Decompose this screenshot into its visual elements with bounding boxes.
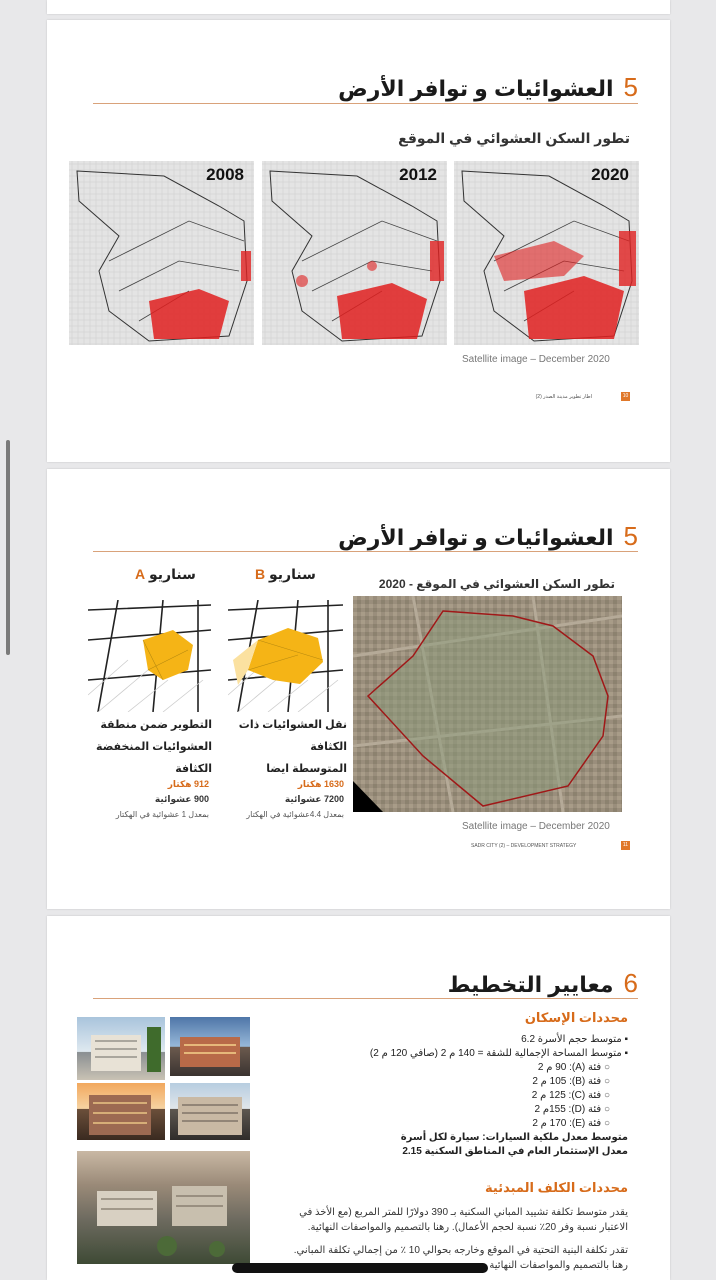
- scenario-a-desc-line2: العشوائيات المنخفضة الكثافة: [96, 741, 212, 775]
- scenario-a-desc-line1: التطوير ضمن منطقة: [100, 719, 212, 731]
- map-2008-drawing: [69, 161, 254, 345]
- page-number: 10: [622, 393, 629, 399]
- home-indicator[interactable]: [232, 1263, 488, 1273]
- bullet-apartment-area: ▪ متوسط المساحة الإجمالية للشقة = 140 م 2 (صافي 120 م 2): [298, 1047, 628, 1061]
- scenario-b-density: بمعدل 4.4عشوائية في الهكتار: [246, 810, 344, 819]
- title-text: العشوائيات و توافر الأرض: [338, 525, 614, 550]
- building-photo-4: [170, 1083, 250, 1140]
- scenario-a-stats: [87, 777, 209, 822]
- scenario-a-count: 900 عشوائية: [154, 794, 209, 804]
- slide-3[interactable]: [47, 916, 670, 1280]
- section-number: 5: [623, 521, 638, 551]
- category-e: ○ فئة (E): 170 م 2: [298, 1117, 628, 1131]
- previous-slide-edge: [47, 0, 670, 14]
- housing-bullets: [298, 1033, 628, 1159]
- map-2020-drawing: [454, 161, 639, 345]
- category-a: ○ فئة (A): 90 م 2: [298, 1061, 628, 1075]
- satellite-title: تطور السكن العشوائي في الموقع - 2020: [378, 577, 615, 591]
- satellite-map-2020: [353, 596, 622, 812]
- building-photo-1-drawing: [77, 1017, 165, 1080]
- scenario-a-density: بمعدل 1 عشوائية في الهكتار: [115, 810, 209, 819]
- scenario-a-title: [135, 566, 196, 583]
- scenario-letter: A: [135, 566, 146, 582]
- cost-paragraph-2: تقدر تكلفة البنية التحتية في الموقع وخارجه بحوالي 10 ٪ من إجمالي تكلفة المباني. رهنا بالتصميم والمواصفات النهائية: [293, 1245, 628, 1271]
- scenario-letter: B: [255, 566, 266, 582]
- building-photo-aerial-drawing: [77, 1151, 250, 1264]
- cost-paragraph-1: يقدر متوسط تكلفة تشييد المباني السكنية بـ 390 دولارًا للمتر المربع (مع الأخذ في الاعتبار نسبة وفر 20٪ نسبة لحجم الأعمال). رهنا بالتصميم والمواصفات النهائية.: [299, 1207, 628, 1233]
- cost-heading: محددات الكلف المبدئية: [485, 1180, 628, 1195]
- scenario-b-diagram: [228, 600, 343, 712]
- car-ownership: متوسط معدل ملكية السيارات: سيارة لكل أسرة: [400, 1132, 628, 1143]
- building-photo-3-drawing: [77, 1083, 165, 1140]
- scenario-a-hectares: 912 هكتار: [167, 779, 209, 789]
- map-2008: [69, 161, 254, 345]
- scenario-a-description: [77, 714, 212, 780]
- bullet-household-size: ▪ متوسط حجم الأسرة 6.2: [298, 1033, 628, 1047]
- page-number: 11: [622, 842, 629, 848]
- scenario-label: سناريو: [149, 566, 196, 582]
- scenario-b-hectares: 1630 هكتار: [297, 779, 344, 789]
- map-2020: [454, 161, 639, 345]
- slide-footer: SADR CITY (2) – DEVELOPMENT STRATEGY: [471, 843, 577, 849]
- scenario-b-count: 7200 عشوائية: [284, 794, 344, 804]
- slide-title: [338, 72, 638, 103]
- building-photo-1: [77, 1017, 165, 1080]
- title-text: العشوائيات و توافر الأرض: [338, 76, 614, 101]
- map-year-label: 2012: [399, 165, 437, 184]
- slide-2[interactable]: [47, 469, 670, 909]
- scenario-label: سناريو: [269, 566, 316, 582]
- title-underline: [93, 998, 638, 999]
- scenario-b-description: [227, 714, 347, 780]
- building-photo-2: [170, 1017, 250, 1076]
- scenario-b-stats: [222, 777, 344, 822]
- housing-heading: محددات الإسكان: [524, 1010, 628, 1025]
- category-b: ○ فئة (B): 105 م 2: [298, 1075, 628, 1089]
- investment-rate: معدل الإستثمار العام في المناطق السكنية 2.15: [402, 1146, 628, 1157]
- scenario-b-desc-line1: نقل العشوائيات ذات الكثافة: [238, 719, 347, 753]
- building-photo-2-drawing: [170, 1017, 250, 1076]
- building-photo-aerial: [77, 1151, 250, 1264]
- scenario-b-desc-line2: المتوسطة ايضا: [266, 763, 347, 775]
- satellite-caption: Satellite image – December 2020: [462, 821, 610, 832]
- scrollbar[interactable]: [6, 440, 10, 655]
- slide-1[interactable]: [47, 20, 670, 462]
- satellite-map-drawing: [353, 596, 622, 812]
- scenario-b-drawing: [228, 600, 343, 712]
- title-underline: [93, 551, 638, 552]
- section-number: 5: [623, 72, 638, 102]
- category-c: ○ فئة (C): 125 م 2: [298, 1089, 628, 1103]
- scenario-b-title: [255, 566, 316, 583]
- title-text: معايير التخطيط: [447, 972, 614, 997]
- map-2012-drawing: [262, 161, 447, 345]
- building-photo-3: [77, 1083, 165, 1140]
- map-2012: [262, 161, 447, 345]
- scenario-a-drawing: [88, 600, 211, 712]
- scenario-a-diagram: [88, 600, 211, 712]
- section-number: 6: [623, 968, 638, 998]
- section-subtitle: تطور السكن العشوائي في الموقع: [398, 130, 630, 146]
- map-year-label: 2020: [591, 165, 629, 184]
- title-underline: [93, 103, 638, 104]
- building-photo-4-drawing: [170, 1083, 250, 1140]
- slide-footer: اطار تطوير مدينة الصدر (2): [535, 394, 592, 400]
- slide-title: [338, 521, 638, 552]
- slide-title: [448, 968, 638, 999]
- map-year-label: 2008: [206, 165, 244, 184]
- satellite-caption: Satellite image – December 2020: [462, 354, 610, 365]
- category-d: ○ فئة (D): 155م 2: [298, 1103, 628, 1117]
